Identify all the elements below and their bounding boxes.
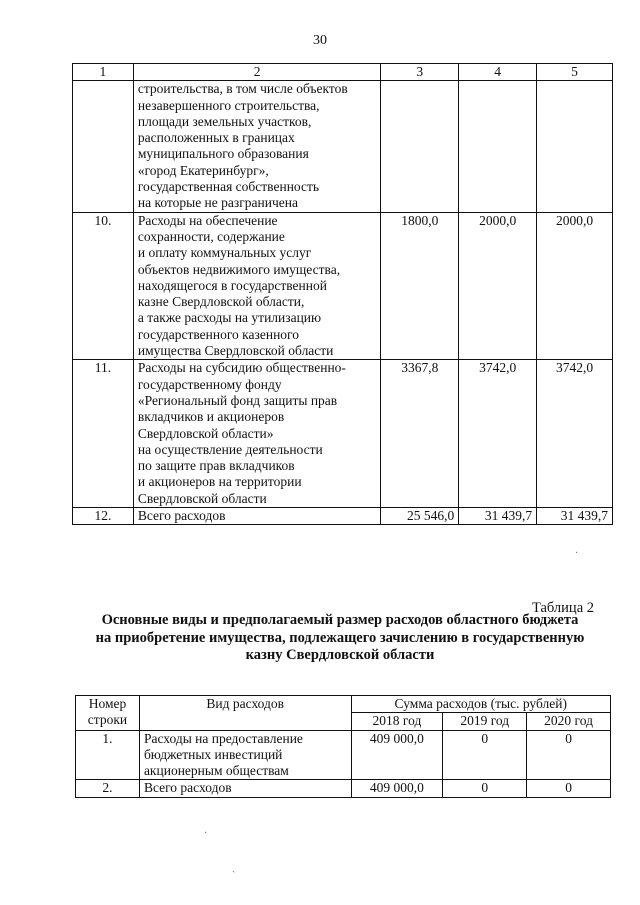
scan-speck: · [204, 828, 208, 839]
property-acquisition-table [75, 695, 611, 798]
value-2018: 25 546,0 [381, 508, 459, 525]
row-description: Всего расходов [133, 508, 380, 525]
table-row [73, 81, 613, 212]
expenses-table-continued [72, 63, 613, 525]
row-number [73, 81, 134, 212]
row-number: 2. [76, 780, 140, 797]
value-2018: 3367,8 [381, 360, 459, 508]
row-number: 11. [73, 360, 134, 508]
value-2018: 409 000,0 [351, 730, 443, 780]
value-2020: 2000,0 [537, 212, 613, 360]
value-2018: 409 000,0 [351, 780, 443, 797]
value-2020: 0 [527, 780, 611, 797]
value-2020: 31 439,7 [537, 508, 613, 525]
header-year: 2018 год [351, 713, 443, 730]
row-description: Расходы на субсидию общественно- государственному фонду «Региональный фонд защиты прав вкладчиков и акционеров Свердловской области» на осуществление деятельности по защите прав вкладчиков и акционеров на территории Свердловской области [133, 360, 380, 508]
table-header-row [73, 64, 613, 81]
value-2020 [537, 81, 613, 212]
header-cell: 5 [537, 64, 613, 81]
table-row [76, 730, 611, 780]
value-2019: 0 [443, 780, 527, 797]
value-2019: 31 439,7 [459, 508, 537, 525]
header-cell: 2 [133, 64, 380, 81]
value-2020: 3742,0 [537, 360, 613, 508]
value-2020: 0 [527, 730, 611, 780]
row-number: 1. [76, 730, 140, 780]
header-cell: 1 [73, 64, 134, 81]
header-sum: Сумма расходов (тыс. рублей) [351, 696, 610, 713]
header-year: 2019 год [443, 713, 527, 730]
header-year: 2020 год [527, 713, 611, 730]
header-expense-type: Вид расходов [139, 696, 351, 731]
table-row [73, 212, 613, 360]
row-number: 10. [73, 212, 134, 360]
table2-title: Основные виды и предполагаемый размер расходов областного бюджета на приобретение имущества, подлежащего зачислению в государственную казну Свердловской области [95, 612, 585, 663]
value-2018 [381, 81, 459, 212]
table-row-total [76, 780, 611, 797]
header-cell: 4 [459, 64, 537, 81]
row-description: Расходы на обеспечение сохранности, содержание и оплату коммунальных услуг объектов недвижимого имущества, находящегося в государственной казне Свердловской области, а также расходы на утилизацию государственного казенного имущества Свердловской области [133, 212, 380, 360]
row-description: Всего расходов [139, 780, 351, 797]
header-cell: 3 [381, 64, 459, 81]
scan-speck: · [575, 548, 579, 559]
table2-caption: Таблица 2 [531, 600, 594, 616]
value-2019: 0 [443, 730, 527, 780]
value-2018: 1800,0 [381, 212, 459, 360]
value-2019: 2000,0 [459, 212, 537, 360]
row-description: Расходы на предоставление бюджетных инвестиций акционерным обществам [139, 730, 351, 780]
table-row-total [73, 508, 613, 525]
value-2019 [459, 81, 537, 212]
scan-speck: ˎ [232, 862, 236, 873]
table-row [73, 360, 613, 508]
row-number: 12. [73, 508, 134, 525]
header-row-number: Номер строки [76, 696, 140, 731]
page-number: 30 [313, 33, 327, 48]
table-header-row [76, 696, 611, 713]
row-description: строительства, в том числе объектов незавершенного строительства, площади земельных участков, расположенных в границах муниципального образования «город Екатеринбург», государственная собственность на которые не разграничена [133, 81, 380, 212]
value-2019: 3742,0 [459, 360, 537, 508]
